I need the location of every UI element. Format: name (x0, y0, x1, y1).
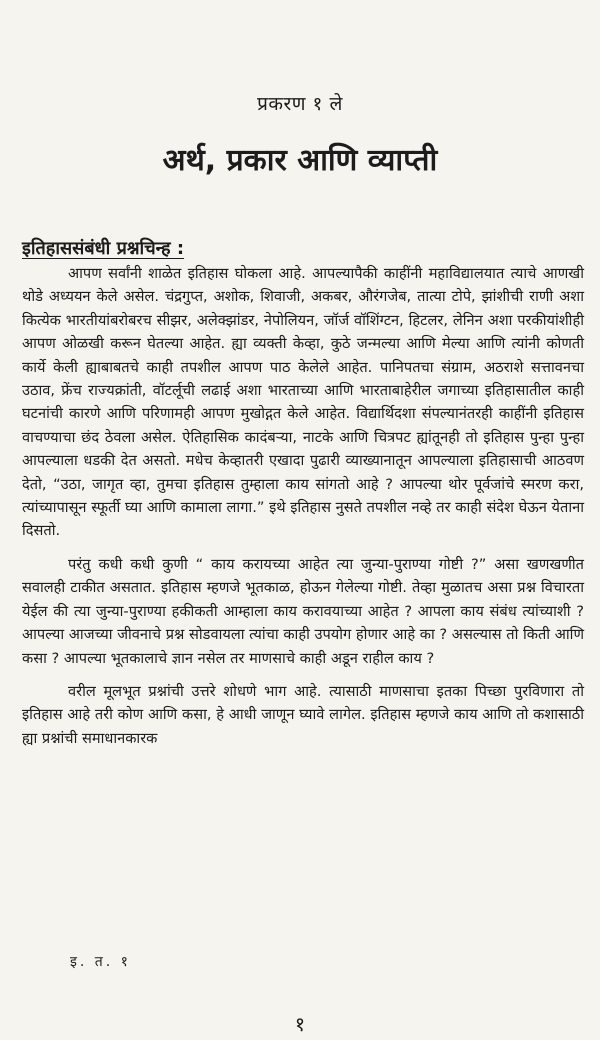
chapter-label: प्रकरण १ ले (257, 93, 343, 115)
paragraph-1: आपण सर्वांनी शाळेत इतिहास घोकला आहे. आपल्यापैकी काहींनी महाविद्यालयात त्याचे आणखी थोडे अध्ययन केले असेल. चंद्रगुप्त, अशोक, शिवाजी, अकबर, औरंगजेब, तात्या टोपे, झांशीची राणी अशा कित्येक भारतीयांबरोबरच सीझर, अलेक्झांडर, नेपोलियन, जॉर्ज वॉशिंग्टन, हिटलर, लेनिन अशा परकीयांशीही आपण ओळखी करून घेतल्या आहेत. ह्या व्यक्ती केव्हा, कुठे जन्मल्या आणि मेल्या आणि त्यांनी कोणती कार्ये केली ह्याबाबतचे काही तपशील आपण पाठ केलेले आहेत. पानिपतचा संग्राम, अठराशे सत्तावनचा उठाव, फ्रेंच राज्यक्रांती, वॉटर्लूची लढाई अशा भारताच्या आणि भारताबाहेरील जगाच्या इतिहासातील काही घटनांची कारणे आणि परिणामही आपण मुखोद्गत केले आहेत. विद्यार्थिदशा संपल्यानंतरही काहींनी इतिहास वाचण्याचा छंद ठेवला असेल. ऐतिहासिक कादंबऱ्या, नाटके आणि चित्रपट ह्यांतूनही तो इतिहास पुन्हा पुन्हा आपल्याला धडकी देत असतो. मधेच केव्हातरी एखादा पुढारी व्याख्यानातून आपल्याला इतिहासाची आठवण देतो, “उठा, जागृत व्हा, तुमचा इतिहास तुम्हाला काय सांगतो आहे ? आपल्या थोर पूर्वजांचे स्मरण करा, त्यांच्यापासून स्फूर्ती घ्या आणि कामाला लागा.” इथे इतिहास नुसते तपशील नव्हे तर काही संदेश घेऊन येताना दिसतो. (22, 265, 584, 540)
section-heading: इतिहाससंबंधी प्रश्नचिन्ह : (22, 238, 185, 259)
paragraph-3: वरील मूलभूत प्रश्नांची उत्तरे शोधणे भाग आहे. त्यासाठी माणसाचा इतका पिच्छा पुरविणारा तो इतिहास आहे तरी कोण आणि कसा, हे आधी जाणून घ्यावे लागेल. इतिहास म्हणजे काय आणि तो कशासाठी ह्या प्रश्नांची समाधानकारक (22, 682, 584, 747)
chapter-title: अर्थ, प्रकार आणि व्याप्ती (162, 143, 438, 178)
page-number: १ (294, 1012, 306, 1036)
paragraph-2: परंतु कधी कधी कुणी “ काय करायच्या आहेत त्या जुन्या-पुराण्या गोष्टी ?” असा खणखणीत सवालही टाकीत असतात. इतिहास म्हणजे भूतकाळ, होऊन गेलेल्या गोष्टी. तेव्हा मुळातच असा प्रश्न विचारता येईल की त्या जुन्या-पुराण्या हकीकती आम्हाला काय करावयाच्या आहेत ? आपला काय संबंध त्यांच्याशी ? आपल्या आजच्या जीवनाचे प्रश्न सोडवायला त्यांचा काही उपयोग होणार आहे का ? असल्यास तो किती आणि कसा ? आपल्या भूतकालाचे ज्ञान नसेल तर माणसाचे काही अडून राहील काय ? (22, 555, 584, 667)
footer-signature: इ. त. १ (70, 954, 131, 970)
body-text (22, 262, 584, 750)
